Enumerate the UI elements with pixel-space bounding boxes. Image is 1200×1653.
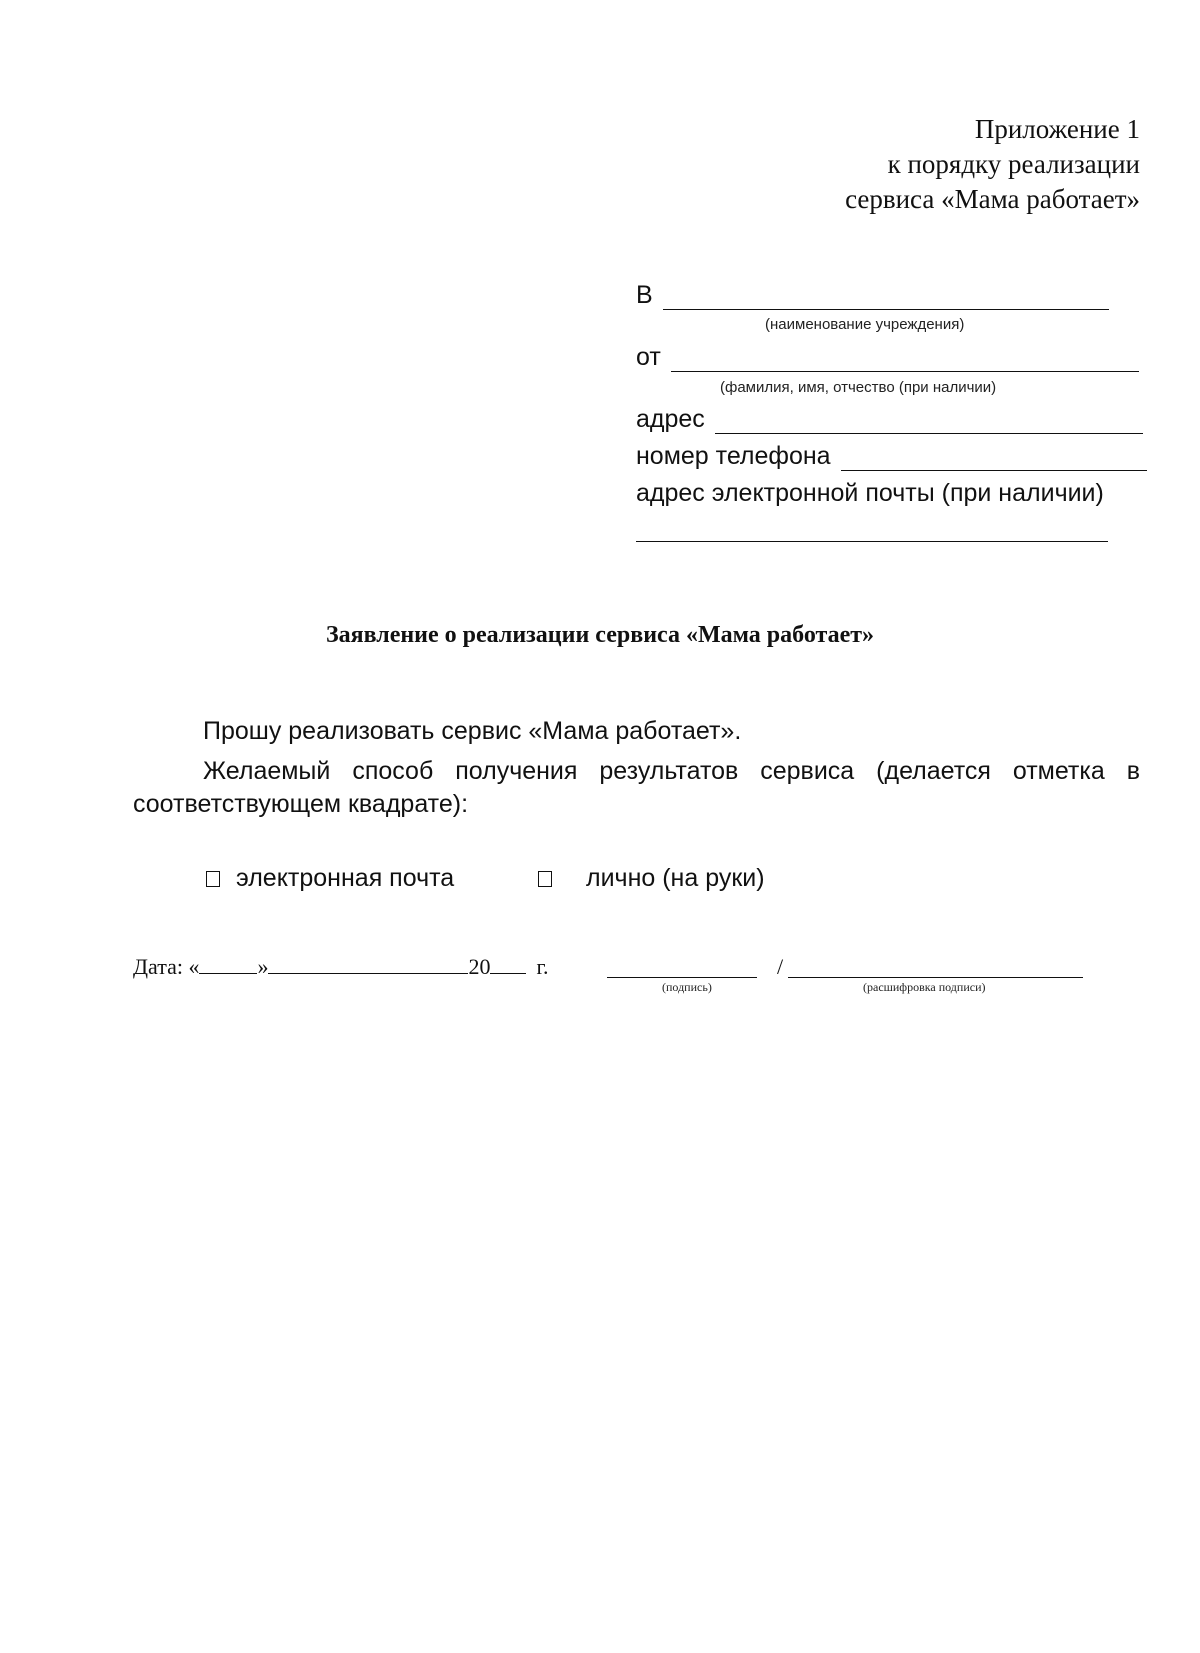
date-quote-close: » bbox=[257, 954, 269, 979]
option-email[interactable] bbox=[206, 864, 454, 893]
appendix-line-1: Приложение 1 bbox=[974, 114, 1140, 144]
phone-row bbox=[636, 441, 1147, 471]
month-field[interactable] bbox=[268, 955, 468, 974]
email-row bbox=[636, 478, 1104, 508]
sender-row bbox=[636, 342, 1139, 372]
method-paragraph: Желаемый способ получения результатов сервиса (делается отметка в соответствующем квадрате): bbox=[133, 757, 1140, 818]
sender-name-field[interactable] bbox=[671, 349, 1139, 372]
year-field[interactable] bbox=[490, 955, 526, 974]
personal-checkbox[interactable] bbox=[538, 871, 552, 887]
email-label: адрес электронной почты (при наличии) bbox=[636, 479, 1104, 507]
phone-field[interactable] bbox=[841, 448, 1147, 471]
year-suffix: г. bbox=[536, 954, 549, 979]
address-field[interactable] bbox=[715, 411, 1143, 434]
date-label: Дата: « bbox=[133, 954, 200, 979]
phone-label: номер телефона bbox=[636, 442, 831, 470]
option-email-label: электронная почта bbox=[236, 864, 455, 892]
signature-slash: / bbox=[777, 954, 784, 979]
signature-decode-field[interactable] bbox=[788, 977, 1083, 978]
appendix-line-3: сервиса «Мама работает» bbox=[845, 184, 1140, 214]
option-personal-label: лично (на руки) bbox=[586, 864, 765, 892]
option-personal[interactable] bbox=[538, 864, 765, 893]
day-field[interactable] bbox=[199, 955, 257, 974]
year-prefix: 20 bbox=[468, 954, 491, 979]
recipient-to-field[interactable] bbox=[663, 287, 1109, 310]
signature-field[interactable] bbox=[607, 977, 757, 978]
email-field[interactable] bbox=[636, 541, 1108, 542]
appendix-line-2: к порядку реализации bbox=[887, 149, 1140, 179]
email-checkbox[interactable] bbox=[206, 871, 220, 887]
address-label: адрес bbox=[636, 405, 705, 433]
sender-hint: (фамилия, имя, отчество (при наличии) bbox=[720, 379, 997, 396]
signature-decode-hint: (расшифровка подписи) bbox=[863, 980, 986, 994]
document-title: Заявление о реализации сервиса «Мама работает» bbox=[325, 622, 875, 648]
sender-label: от bbox=[636, 343, 661, 371]
recipient-to-hint: (наименование учреждения) bbox=[765, 316, 965, 333]
address-row bbox=[636, 404, 1143, 434]
appendix-reference bbox=[845, 112, 1140, 217]
recipient-to-row bbox=[636, 280, 1109, 310]
signature-hint: (подпись) bbox=[662, 980, 712, 994]
date-signature-row bbox=[133, 954, 549, 980]
request-paragraph: Прошу реализовать сервис «Мама работает». bbox=[203, 717, 742, 745]
recipient-to-label: В bbox=[636, 281, 653, 309]
